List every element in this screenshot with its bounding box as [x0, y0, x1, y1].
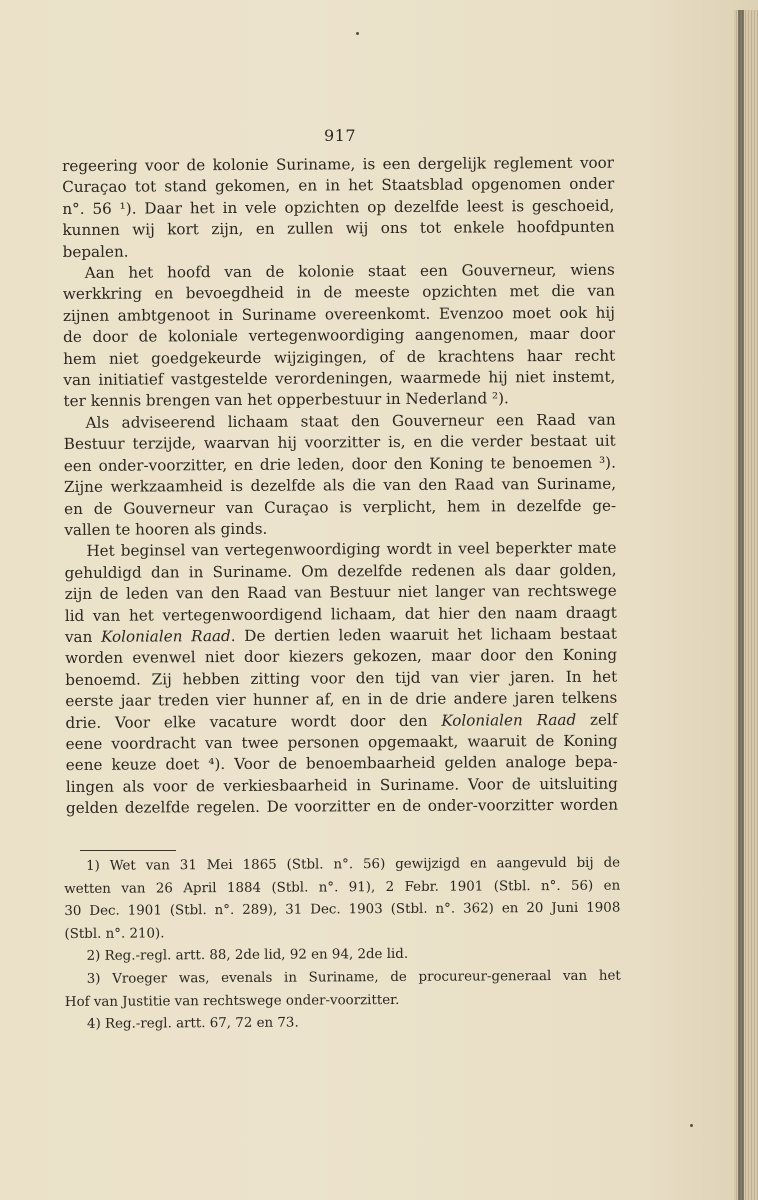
text-line: drie. Voor elke vacature wordt door den Kolonialen Raad zelf — [65, 710, 618, 732]
text-line: gehuldigd dan in Suriname. Om dezelfde redenen als daar golden, — [64, 560, 617, 582]
paper-speck — [356, 32, 359, 35]
text-line: bepalen. — [62, 242, 129, 261]
text-line: de door de koloniale vertegenwoordiging aangenomen, maar door — [63, 324, 616, 347]
text-line: regeering voor de kolonie Suriname, is een dergelijk reglement voor — [62, 153, 615, 175]
text-line: eerste jaar treden vier hunner af, en in de drie andere jaren telkens — [65, 688, 618, 711]
text-line: hem niet goedgekeurde wijzigingen, of de krachtens haar recht — [63, 346, 616, 368]
text-line: gelden dezelfde regelen. De voorzitter en de onder-voorzitter worden — [65, 795, 619, 818]
text-line: Als adviseerend lichaam staat den Gouverneur een Raad van — [85, 410, 616, 432]
text-line: eene keuze doet ⁴). Voor de benoembaarheid gelden analoge bepa- — [65, 752, 618, 775]
text-line: werkkring en bevoegdheid in de meeste opzichten met die van — [62, 282, 615, 304]
text-line: van initiatief vastgestelde verordeningen, waarmede hij niet instemt, — [63, 367, 616, 390]
text-line: en de Gouverneur van Curaçao is verplicht, hem in dezelfde ge- — [64, 496, 617, 518]
footnote-line: wetten van 26 April 1884 (Stbl. n°. 91), 2 Febr. 1901 (Stbl. n°. 56) en — [64, 878, 621, 897]
text-line: Bestuur terzijde, waarvan hij voorzitter is, en die verder bestaat uit — [63, 431, 616, 454]
text-line: Curaçao tot stand gekomen, en in het Staatsblad opgenomen onder — [62, 175, 615, 197]
footnote-line: 30 Dec. 1901 (Stbl. n°. 289), 31 Dec. 1903 (Stbl. n°. 362) en 20 Juni 1908 — [64, 900, 621, 920]
body-text — [62, 153, 618, 820]
text-line: zijnen ambtgenoot in Suriname overeenkomt. Evenzoo moet ook hij — [62, 303, 616, 325]
footnote-rule — [80, 850, 176, 851]
text-line: ter kennis brengen van het opperbestuur in Nederland ²). — [63, 389, 509, 411]
text-line: een onder-voorzitter, en drie leden, door den Koning te benoemen ³). — [63, 453, 616, 475]
binding-shadow — [738, 10, 744, 1200]
text-line: eene voordracht van twee personen opgemaakt, waaruit de Koning — [65, 731, 618, 753]
text-line: Zijne werkzaamheid is dezelfde als die van den Raad van Suriname, — [63, 474, 617, 497]
page-number: 917 — [323, 126, 357, 145]
text-line: vallen te hooren als ginds. — [64, 519, 268, 539]
footnote-line: 1) Wet van 31 Mei 1865 (Stbl. n°. 56) gewijzigd en aangevuld bij de — [86, 855, 621, 874]
footnotes — [64, 853, 621, 1037]
text-line: n°. 56 ¹). Daar het in vele opzichten op dezelfde leest is geschoeid, — [62, 196, 615, 218]
text-line: lingen als voor de verkiesbaarheid in Suriname. Voor de uitsluiting — [65, 774, 618, 796]
footnote-line: (Stbl. n°. 210). — [64, 926, 165, 942]
footnote-line: 4) Reg.-regl. artt. 67, 72 en 73. — [86, 1015, 299, 1033]
text-line: Aan het hoofd van de kolonie staat een Gouverneur, wiens — [84, 260, 615, 282]
footnote-line: 2) Reg.-regl. artt. 88, 2de lid, 92 en 94, 2de lid. — [86, 947, 409, 965]
emphasis: Kolonialen Raad — [100, 626, 231, 646]
text-line: worden evenwel niet door kiezers gekozen, maar door den Koning — [65, 645, 618, 668]
text-line: benoemd. Zij hebben zitting voor den tijd van vier jaren. In het — [65, 667, 618, 689]
footnote-line: 3) Vroeger was, evenals in Suriname, de procureur-generaal van het — [86, 968, 621, 987]
emphasis: Kolonialen Raad — [441, 710, 577, 730]
paper-speck — [690, 1124, 693, 1127]
footnote-line: Hof van Justitie van rechtswege onder-voorzitter. — [64, 992, 400, 1010]
text-line: kunnen wij kort zijn, en zullen wij ons tot enkele hoofdpunten — [62, 217, 615, 240]
text-line: Het beginsel van vertegenwoordiging wordt in veel beperkter mate — [86, 538, 617, 561]
text-line: zijn de leden van den Raad van Bestuur niet langer van rechtswege — [64, 581, 617, 604]
text-line: lid van het vertegenwoordigend lichaam, dat hier den naam draagt — [64, 603, 617, 625]
text-line: van Kolonialen Raad. De dertien leden waaruit het lichaam bestaat — [64, 624, 617, 646]
